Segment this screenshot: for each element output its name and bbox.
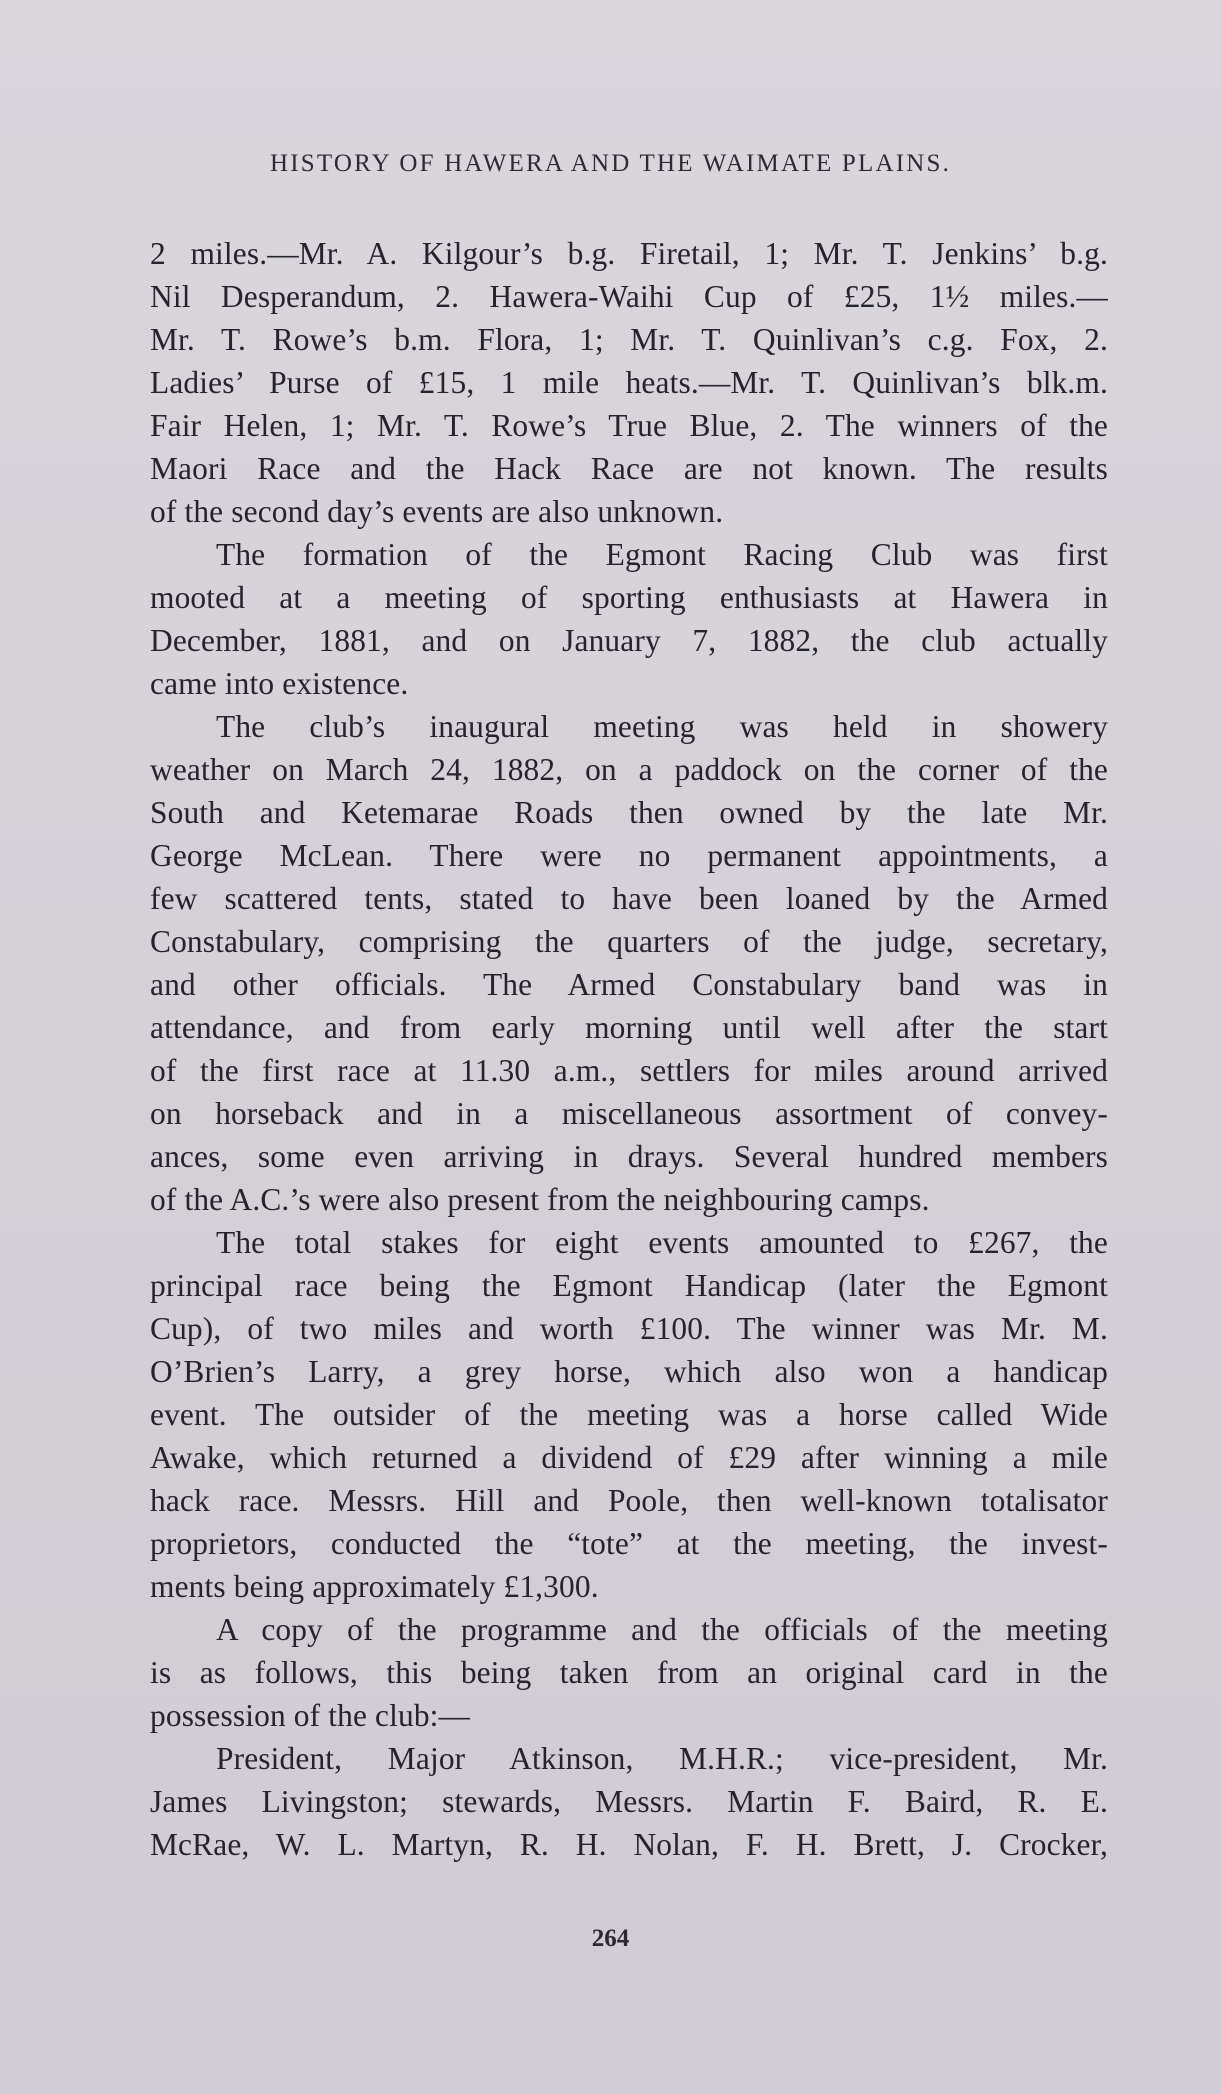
text-line: December, 1881, and on January 7, 1882, the club actually <box>150 623 1108 658</box>
text-line: weather on March 24, 1882, on a paddock on the corner of the <box>150 752 1108 787</box>
text-line: of the first race at 11.30 a.m., settlers for miles around arrived <box>150 1053 1108 1088</box>
running-head: HISTORY OF HAWERA AND THE WAIMATE PLAINS. <box>269 150 952 177</box>
text-line: of the A.C.’s were also present from the neighbouring camps. <box>150 1182 930 1217</box>
text-line: Fair Helen, 1; Mr. T. Rowe’s True Blue, 2. The winners of the <box>150 408 1108 443</box>
text-line: mooted at a meeting of sporting enthusiasts at Hawera in <box>150 580 1108 615</box>
text-line: on horseback and in a miscellaneous assortment of convey- <box>150 1096 1108 1131</box>
text-line: 2 miles.—Mr. A. Kilgour’s b.g. Firetail, 1; Mr. T. Jenkins’ b.g. <box>150 236 1108 271</box>
paragraph-officials <box>150 1737 1108 1866</box>
text-line: and other officials. The Armed Constabulary band was in <box>150 967 1108 1002</box>
text-line: The club’s inaugural meeting was held in showery <box>216 709 1108 744</box>
text-line: George McLean. There were no permanent appointments, a <box>150 838 1108 873</box>
text-line: possession of the club:— <box>150 1698 471 1733</box>
text-line: Awake, which returned a dividend of £29 after winning a mile <box>150 1440 1108 1475</box>
text-line: is as follows, this being taken from an original card in the <box>150 1655 1108 1690</box>
text-line: proprietors, conducted the “tote” at the meeting, the invest- <box>150 1526 1108 1561</box>
text-line: ances, some even arriving in drays. Several hundred members <box>150 1139 1108 1174</box>
paragraph-club-formation <box>150 533 1108 705</box>
text-line: The total stakes for eight events amounted to £267, the <box>216 1225 1108 1260</box>
paragraph-programme-copy <box>150 1608 1108 1737</box>
text-line: A copy of the programme and the officials of the meeting <box>216 1612 1108 1647</box>
text-line: few scattered tents, stated to have been loaned by the Armed <box>150 881 1108 916</box>
text-line: President, Major Atkinson, M.H.R.; vice-president, Mr. <box>216 1741 1108 1776</box>
text-line: principal race being the Egmont Handicap (later the Egmont <box>150 1268 1108 1303</box>
text-line: came into existence. <box>150 666 409 701</box>
text-line: South and Ketemarae Roads then owned by the late Mr. <box>150 795 1108 830</box>
text-line: Cup), of two miles and worth £100. The winner was Mr. M. <box>150 1311 1108 1346</box>
text-line: ments being approximately £1,300. <box>150 1569 599 1604</box>
text-line: Ladies’ Purse of £15, 1 mile heats.—Mr. T. Quinlivan’s blk.m. <box>150 365 1108 400</box>
text-line: of the second day’s events are also unknown. <box>150 494 724 529</box>
text-line: James Livingston; stewards, Messrs. Martin F. Baird, R. E. <box>150 1784 1108 1819</box>
text-line: Mr. T. Rowe’s b.m. Flora, 1; Mr. T. Quinlivan’s c.g. Fox, 2. <box>150 322 1108 357</box>
text-line: The formation of the Egmont Racing Club was first <box>216 537 1108 572</box>
text-line: attendance, and from early morning until well after the start <box>150 1010 1108 1045</box>
paragraph-race-results <box>150 232 1108 533</box>
text-line: Nil Desperandum, 2. Hawera-Waihi Cup of £25, 1½ miles.— <box>150 279 1108 314</box>
text-line: hack race. Messrs. Hill and Poole, then well-known totalisator <box>150 1483 1108 1518</box>
page-number: 264 <box>591 1925 630 1952</box>
text-line: Maori Race and the Hack Race are not known. The results <box>150 451 1108 486</box>
body-text <box>150 232 1108 1866</box>
paragraph-inaugural-meeting <box>150 705 1108 1221</box>
paragraph-stakes <box>150 1221 1108 1608</box>
text-line: Constabulary, comprising the quarters of the judge, secretary, <box>150 924 1108 959</box>
text-line: event. The outsider of the meeting was a horse called Wide <box>150 1397 1108 1432</box>
text-line: McRae, W. L. Martyn, R. H. Nolan, F. H. Brett, J. Crocker, <box>150 1827 1108 1862</box>
text-line: O’Brien’s Larry, a grey horse, which also won a handicap <box>150 1354 1108 1389</box>
